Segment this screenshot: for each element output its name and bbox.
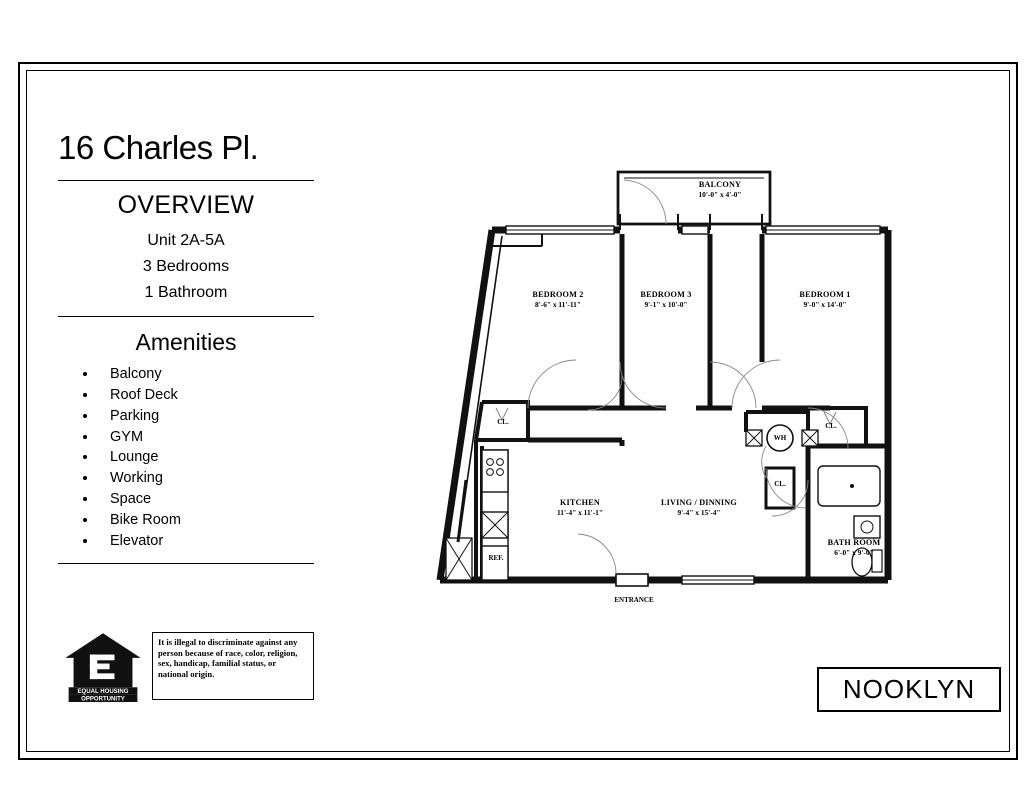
room-label-bedroom-1: BEDROOM 1 9'-0" x 14'-0" — [799, 290, 851, 310]
overview-unit: Unit 2A-5A — [147, 232, 225, 250]
divider-middle — [58, 316, 314, 317]
list-item: • Balcony — [98, 364, 314, 385]
divider-top — [58, 180, 314, 181]
floorplan-drawing — [410, 150, 930, 630]
brand-name: NOOKLYN — [842, 674, 976, 704]
amenities-heading: Amenities — [135, 329, 237, 356]
svg-text:EQUAL HOUSING: EQUAL HOUSING — [77, 689, 129, 695]
entrance-label: ENTRANCE — [614, 596, 654, 604]
list-item: • Roof Deck — [98, 385, 314, 406]
list-item: • Space — [98, 489, 314, 510]
svg-text:OPPORTUNITY: OPPORTUNITY — [81, 696, 125, 702]
room-label-bedroom-2: BEDROOM 2 8'-6" x 11'-11" — [532, 290, 584, 310]
list-item: • Elevator — [98, 531, 314, 552]
list-item: • Lounge — [98, 447, 314, 468]
amenities-list — [58, 364, 314, 551]
info-panel — [58, 130, 314, 564]
divider-bottom — [58, 563, 314, 564]
room-label-bathroom: BATH ROOM 6'-0" x 9'-0" — [827, 538, 881, 558]
closet-label-right: CL. — [825, 422, 837, 430]
room-label-bedroom-3: BEDROOM 3 9'-1" x 10'-0" — [640, 290, 692, 310]
water-heater-label: WH — [773, 434, 787, 442]
room-label-kitchen: KITCHEN 11'-4" x 11'-1" — [557, 498, 603, 518]
room-label-living-dining: LIVING / DINNING 9'-4" x 15'-4" — [661, 498, 737, 518]
equal-housing-block — [58, 630, 316, 705]
list-item: • Parking — [98, 406, 314, 427]
list-item: • Working — [98, 468, 314, 489]
list-item: • Bike Room — [98, 510, 314, 531]
list-item: • GYM — [98, 427, 314, 448]
overview-bathrooms: 1 Bathroom — [144, 284, 228, 302]
overview-heading: OVERVIEW — [117, 191, 255, 220]
refrigerator-label: REF. — [488, 554, 504, 562]
room-label-balcony: BALCONY 10'-0" x 4'-0" — [698, 180, 742, 200]
closet-label-hall: CL. — [774, 480, 786, 488]
equal-housing-icon — [62, 630, 144, 702]
closet-label-left: CL. — [497, 418, 509, 426]
equal-housing-disclaimer: It is illegal to discriminate against any person because of race, color, religion, sex, handicap, familial status, or national origin. — [152, 632, 314, 700]
brand-logo — [817, 667, 1001, 712]
overview-bedrooms: 3 Bedrooms — [142, 258, 230, 276]
page-title: 16 Charles Pl. — [58, 129, 259, 166]
